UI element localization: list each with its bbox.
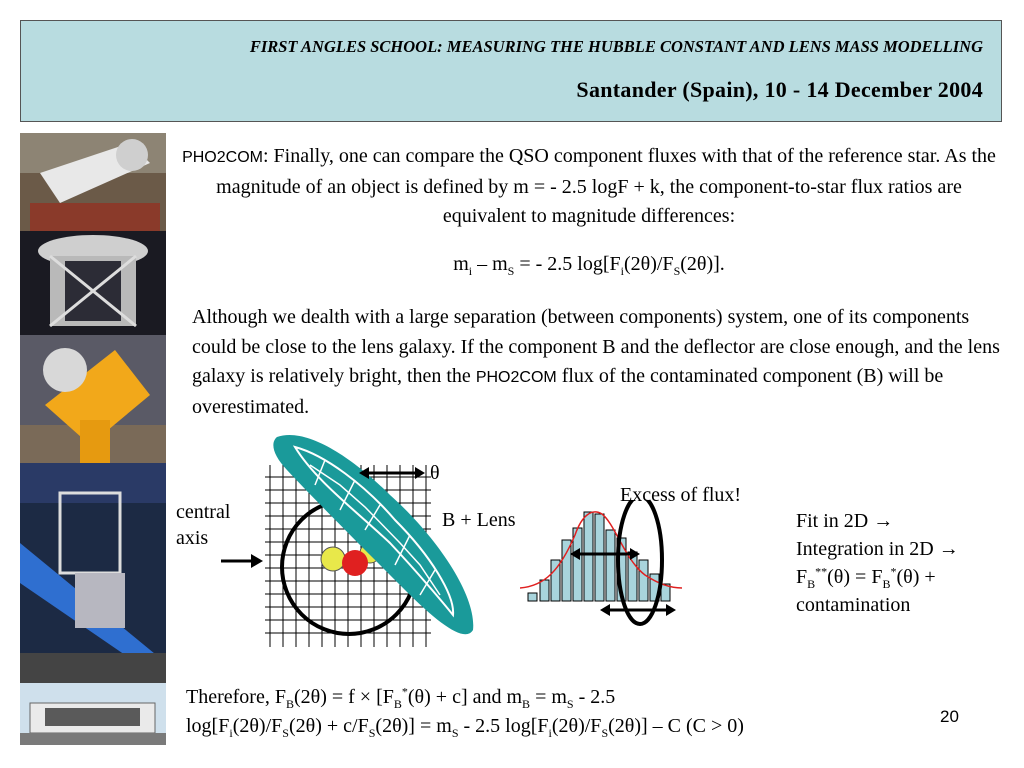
conclusion-line-2 — [186, 712, 946, 741]
central-axis-line2: axis — [176, 527, 209, 549]
histogram-bars — [528, 512, 670, 601]
c1a: Therefore, F — [186, 686, 286, 708]
flux-profile-histogram — [520, 500, 690, 630]
conclusion-line-1 — [186, 683, 946, 712]
c1b: B — [285, 697, 294, 711]
telescope-photo-2 — [20, 231, 166, 335]
excess-flux-label: Excess of flux! — [620, 484, 742, 506]
c1c: (2θ) = f × [F — [293, 686, 394, 708]
fit-sup-star: * — [890, 564, 897, 579]
telescope-photo-strip — [20, 133, 166, 745]
paragraph-1-text: : Finally, one can compare the QSO component fluxes with that of the reference star. As the magnitude of an object is defined by m = - 2.5 logF + k, the component-to-star flux ratios are equivalent to magnitude differences: — [216, 145, 996, 227]
c2e: (2θ) + c/F — [288, 715, 369, 737]
formula-sub-s: S — [507, 264, 515, 278]
c2g: (2θ)] = m — [375, 715, 452, 737]
c2m: (2θ)] – C (C > 0) — [608, 715, 744, 737]
fit-line-4: contamination — [796, 594, 911, 616]
theta-label: θ — [430, 462, 440, 484]
formula-sub-i2: i — [620, 264, 624, 278]
fit-description — [796, 507, 959, 619]
central-axis-arrow-head — [251, 554, 263, 568]
qso-contours — [273, 435, 473, 634]
c2l: S — [601, 726, 609, 740]
lens-diagram — [215, 425, 545, 650]
formula-minus-m: – m — [472, 253, 508, 275]
paragraph-flux-comparison — [176, 142, 1002, 232]
telescope-photo-3 — [20, 335, 166, 463]
school-title: FIRST ANGLES SCHOOL: MEASURING THE HUBBLE CONSTANT AND LENS MASS MODELLING — [249, 37, 983, 56]
fit-f: F — [796, 566, 808, 588]
width-arrow-lower-right-head — [666, 604, 676, 616]
fit-line-2: Integration in 2D → — [796, 538, 959, 560]
c1g: B — [522, 697, 531, 711]
c2d: S — [282, 726, 289, 740]
c1j: - 2.5 — [573, 686, 616, 708]
c2k: (2θ)/F — [551, 715, 602, 737]
fit-plus: (θ) + — [896, 566, 936, 588]
observatory-photo — [20, 683, 166, 745]
c1i: S — [566, 697, 574, 711]
c1h: = m — [530, 686, 567, 708]
paragraph-2-text-b: flux of the contaminated component (B) will be overestimated. — [192, 365, 944, 418]
formula-sub-i: i — [468, 264, 473, 278]
formula-sub-s2: S — [673, 264, 681, 278]
formula-m: m — [453, 253, 469, 275]
formula-ratio: (2θ)/F — [623, 253, 674, 275]
fit-sup-double-star: ** — [815, 564, 828, 579]
lens-galaxy-blob — [321, 547, 345, 571]
c2a: log[F — [186, 715, 230, 737]
pho2com-label-2: PHO2COM — [475, 369, 557, 386]
telescope-photo-1 — [20, 133, 166, 231]
fit-sub-b: B — [807, 577, 816, 591]
pho2com-label: PHO2COM — [182, 149, 263, 166]
c1e: * — [401, 684, 408, 699]
paragraph-2-text-a: Although we dealth with a large separation (between components) system, one of its components could be close to the lens galaxy. If the component B and the deflector are close enough, and the lens galaxy is relatively bright, then the — [192, 306, 1000, 387]
c2c: (2θ)/F — [232, 715, 283, 737]
central-axis-line1: central — [176, 501, 231, 523]
c2j: i — [548, 726, 552, 740]
central-axis-label — [176, 499, 230, 551]
c1d: B — [393, 697, 402, 711]
fit-line-1: Fit in 2D → — [796, 510, 894, 532]
c2b: i — [229, 726, 233, 740]
c2f: S — [368, 726, 376, 740]
formula-equals: = - 2.5 log[F — [514, 253, 621, 275]
conclusion-formula — [186, 683, 946, 741]
width-arrow-lower-left-head — [600, 604, 610, 616]
page-number: 20 — [940, 707, 959, 726]
c1f: (θ) + c] and m — [407, 686, 523, 708]
telescope-photo-4 — [20, 463, 166, 683]
location-date: Santander (Spain), 10 - 14 December 2004 — [576, 77, 983, 102]
fit-equals: (θ) = F — [827, 566, 883, 588]
paragraph-contamination — [192, 303, 1007, 422]
slide-header — [20, 20, 1002, 122]
b-lens-label: B + Lens — [442, 509, 516, 531]
fit-sub-b-2: B — [882, 577, 891, 591]
c2h: S — [451, 726, 459, 740]
c2i: - 2.5 log[F — [458, 715, 549, 737]
formula-end: (2θ)]. — [680, 253, 725, 275]
fit-line-3 — [796, 563, 959, 591]
magnitude-formula — [176, 250, 1002, 280]
qso-component-b — [342, 550, 368, 576]
